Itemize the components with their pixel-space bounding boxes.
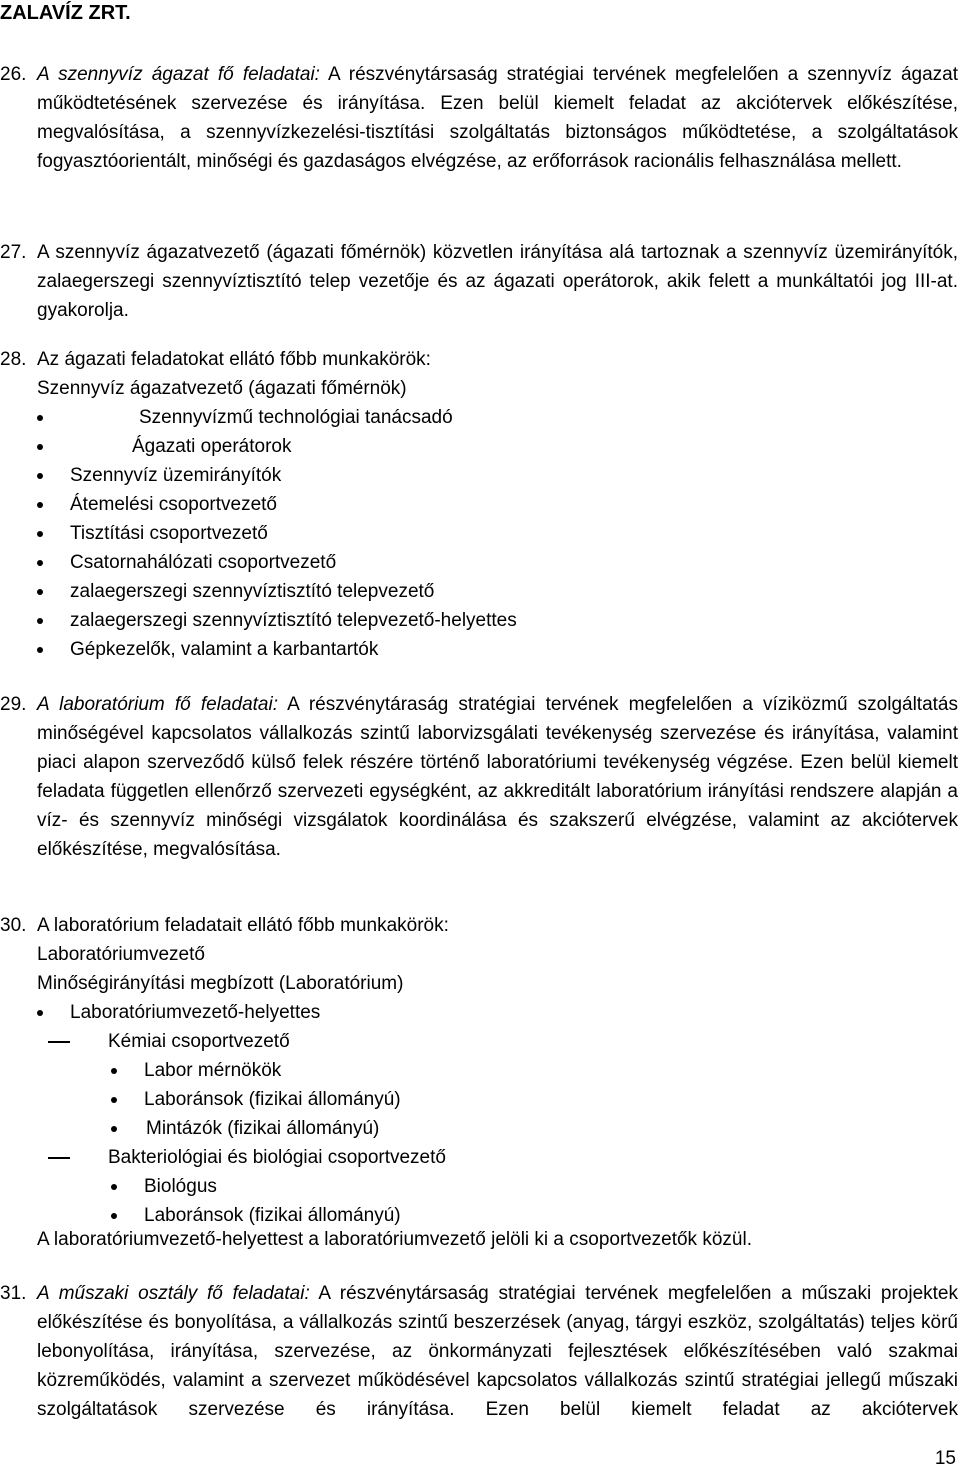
list-item: Laboránsok (fizikai állományú) — [111, 1201, 611, 1230]
list-item: Biológus — [111, 1172, 611, 1201]
list-item: Szennyvízmű technológiai tanácsadó — [37, 403, 637, 432]
list-item: Ágazati operátorok — [37, 432, 637, 461]
list-item: Labor mérnökök — [111, 1056, 611, 1085]
section-lead: A műszaki osztály fő feladatai: — [37, 1283, 310, 1304]
list-item: Tisztítási csoportvezető — [37, 519, 637, 548]
paragraph-number: 27. — [0, 242, 27, 263]
section-lead: A szennyvíz ágazat fő feladatai: — [37, 64, 320, 85]
role-head: Minőségirányítási megbízott (Laboratórium) — [37, 973, 404, 994]
paragraph-number: 31. — [0, 1283, 27, 1304]
list-item: Gépkezelők, valamint a karbantartók — [37, 635, 637, 664]
paragraph-number: 30. — [0, 915, 27, 936]
paragraph-26 — [0, 60, 958, 176]
paragraph-29 — [0, 690, 958, 864]
list-item: zalaegerszegi szennyvíztisztító telepvezető-helyettes — [37, 606, 657, 635]
paragraph-text: A laboratórium feladatait ellátó főbb munkakörök: — [37, 915, 449, 936]
paragraph-30 — [0, 911, 958, 940]
paragraph-text: A részvénytáraság stratégiai tervének megfelelően a víziközmű szolgáltatás minőségével kapcsolatos vállalkozás szintű laborvizsgálati tevékenység szervezése és irányítása, valamint piaci alapon szerveződő külső felek részére történő laboratóriumi tevékenység végzése. Ezen belül kiemelt feladata független ellenőrző szervezeti egységként, az akkreditált laboratórium irányítási rendszere alapján a víz- és szennyvíz minőségi vizsgálatok koordinálása és szakszerű elvégzése, valamint az akciótervek előkészítése, megvalósítása. — [37, 694, 958, 860]
group-item: Bakteriológiai és biológiai csoportvezető — [48, 1143, 648, 1172]
paragraph-31 — [0, 1279, 958, 1424]
paragraph-text: A szennyvíz ágazatvezető (ágazati főmérnök) közvetlen irányítása alá tartoznak a szennyvíz üzemirányítók, zalaegerszegi szennyvíztisztító telep vezetője és az ágazati operátorok, akik felett a munkáltatói jog III-at. gyakorolja. — [37, 242, 958, 321]
paragraph-28 — [0, 345, 958, 374]
company-header: ZALAVÍZ ZRT. — [0, 2, 131, 24]
list-item: Mintázók (fizikai állományú) — [111, 1114, 611, 1143]
paragraph-27 — [0, 238, 958, 325]
list-item: Csatornahálózati csoportvezető — [37, 548, 637, 577]
note-text: A laboratóriumvezető-helyettest a laboratóriumvezető jelöli ki a csoportvezetők közül. — [37, 1229, 752, 1250]
paragraph-number: 29. — [0, 694, 27, 715]
group-item: Kémiai csoportvezető — [48, 1027, 548, 1056]
paragraph-text: A részvénytársaság stratégiai tervének megfelelően a műszaki projektek előkészítése és bonyolítása, a vállalkozás szintű beszerzések (anyag, tárgyi eszköz, szolgáltatás) teljes körű lebonyolítása, irányítása, szervezése, az önkormányzati fejlesztések előkészítésében való szakmai közreműködés, valamint a szervezet működésével kapcsolatos vállalkozás szintű stratégiai jellegű műszaki szolgáltatások szervezése és irányítása. Ezen belül kiemelt feladat az akciótervek — [37, 1283, 959, 1420]
list-item: Laboratóriumvezető-helyettes — [37, 998, 537, 1027]
role-head: Laboratóriumvezető — [37, 944, 205, 965]
list-item: zalaegerszegi szennyvíztisztító telepvezető — [37, 577, 637, 606]
paragraph-text: Az ágazati feladatokat ellátó főbb munkakörök: — [37, 349, 431, 370]
paragraph-number: 28. — [0, 349, 27, 370]
section-lead: A laboratórium fő feladatai: — [37, 694, 278, 715]
list-item: Szennyvíz üzemirányítók — [37, 461, 637, 490]
role-head: Szennyvíz ágazatvezető (ágazati főmérnök) — [37, 378, 407, 399]
paragraph-text: A részvénytársaság stratégiai tervének megfelelően a szennyvíz ágazat működtetésének szervezése és irányítása. Ezen belül kiemelt feladat az akciótervek előkészítése, megvalósítása, a szennyvízkezelési-tisztítási szolgáltatás biztonságos működtetése, a szolgáltatások fogyasztóorientált, minőségi és gazdaságos elvégzése, az erőforrások racionális felhasználása mellett. — [37, 64, 958, 172]
page-number: 15 — [934, 1448, 956, 1469]
list-item: Átemelési csoportvezető — [37, 490, 637, 519]
list-item: Laboránsok (fizikai állományú) — [111, 1085, 611, 1114]
paragraph-number: 26. — [0, 64, 27, 85]
